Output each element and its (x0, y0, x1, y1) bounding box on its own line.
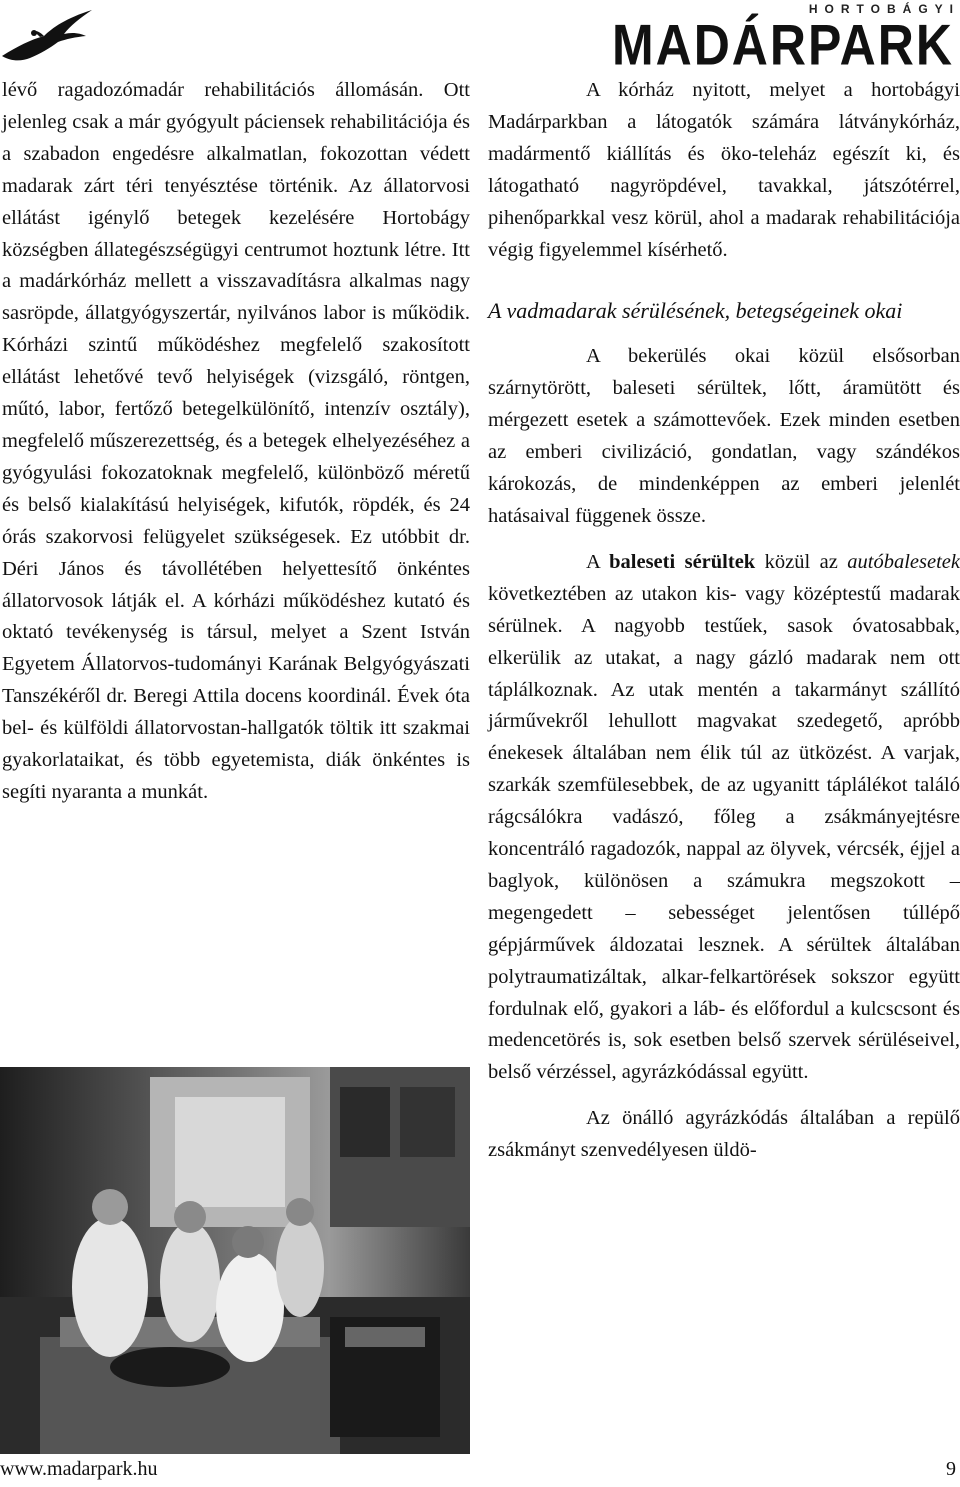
text-run: közül az (755, 550, 848, 573)
paragraph-spacer (488, 1089, 960, 1103)
section-heading: A vadmadarak sérülésének, betegségeinek okai (488, 298, 903, 324)
body-paragraph: A kórház nyitott, melyet a hortobágyi Madárparkban a látogatók számára látványkórház, madármentő kiállítás és öko-teleház egészít ki, és látogatható nagyröpdével, tavakkal, játszótérrel, pihenőparkkal vesz körül, ahol a madarak rehabilitációja végig figyelemmel kísérhető. (488, 79, 960, 261)
bold-term: baleseti sérültek (609, 550, 756, 573)
logo-subtitle: HORTOBÁGYI (808, 2, 960, 16)
text-run: következtében az utakon kis- vagy középtestű madarak sérülnek. A nagyobb testűek, sasok óvatosabbak, elkerülik az utakat, a nagy gázló madarak nem ott táplálkoznak. Az utak mentén a takarmányt szállító járművekről lehullott magvakat szedegető, apróbb énekesek általában nem élik túl az ütközést. A varjak, szarkák szemfülesebbek, de az ugyanitt táplálékot találó rágcsálókra vadászó, főleg a zsákmányejtésre koncentráló ragadozók, nappal az ölyvek, vércsék, éjjel a baglyok, különösen a számukra megszokott – megengedett – sebességet jelentősen túllépő gépjárművek áldozatai lesznek. A sérültek általában polytraumatizáltak, alkar-felkartörések sokszor együtt fordulnak elő, gyakori a láb- és előfordul a kulcscsont és medencetörés is, sok esetben belső szervek sérüléseivel, belső vérzéssel, agyrázkódással együtt. (488, 582, 960, 1084)
right-text-column (488, 75, 960, 1167)
italic-term: autóbalesetek (847, 550, 960, 573)
hospital-photo (0, 1067, 470, 1454)
paragraph-spacer (488, 533, 960, 547)
veterinary-exam-illustration (0, 1067, 470, 1454)
body-paragraph: lévő ragadozómadár rehabilitációs állomásán. Ott jelenleg csak a már gyógyult páciensek rehabilitációja és a szabadon engedésre alkalmatlan, fokozottan védett madarak zárt téri tenyésztése történik. Az állatorvosi ellátást igénylő betegek kezelésére Hortobágy községben állategészségügyi centrumot hoztunk létre. Itt a madárkórház mellett a visszavadításra alkalmas nagy sasröpde, állatgyógyszertár, nyilvános labor is működik. Kórházi szintű működéshez megfelelő szakosított ellátást lehetővé tevő helyiségek (vizsgáló, röntgen, műtó, labor, fertőző betegelkülönítő, intenzív osztály), megfelelő műszerezettség, és a betegek elhelyezéséhez a gyógyulási fokozatoknak megfelelő, különböző méretű és belső kialakítású helyiségek, kifutók, röpdék, és 24 órás szakorvosi felügyelet szükségesek. Ez utóbbit dr. Déri János és távollétében helyettesítő önkéntes állatorvosok látják el. A kórházi működéshez kutató és oktató tevékenység is társul, melyet a Szent István Egyetem Állatorvos-tudományi Karának Belgyógyászati Tanszékéről dr. Beregi Attila docens koordinál. Évek óta bel- és külföldi állatorvostan-hallgatók töltik itt szakmai gyakorlataikat, és több egyetemista, diák önkéntes is segíti nyaranta a munkát. (2, 79, 470, 803)
footer-website-link[interactable]: www.madarpark.hu (0, 1458, 158, 1480)
body-paragraph: Az önálló agyrázkódás általában a repülő zsákmányt szenvedélyesen üldö- (488, 1107, 960, 1162)
text-run: A (586, 550, 610, 573)
body-paragraph (488, 547, 960, 1089)
body-paragraph: A bekerülés okai közül elsősorban szárnytörött, baleseti sérültek, lőtt, áramütött és mérgezett esetek a számottevőek. Ezek minden esetben az emberi civilizáció, gondatlan, vagy szándékos károkozás, de mindenképpen az emberi jelenlét hatásaival függenek össze. (488, 345, 960, 527)
eagle-logo-icon (0, 6, 100, 64)
page-number: 9 (946, 1458, 956, 1480)
left-text-column (2, 75, 470, 809)
madarpark-logo (611, 2, 960, 77)
logo-title: MADÁRPARK (611, 12, 954, 77)
